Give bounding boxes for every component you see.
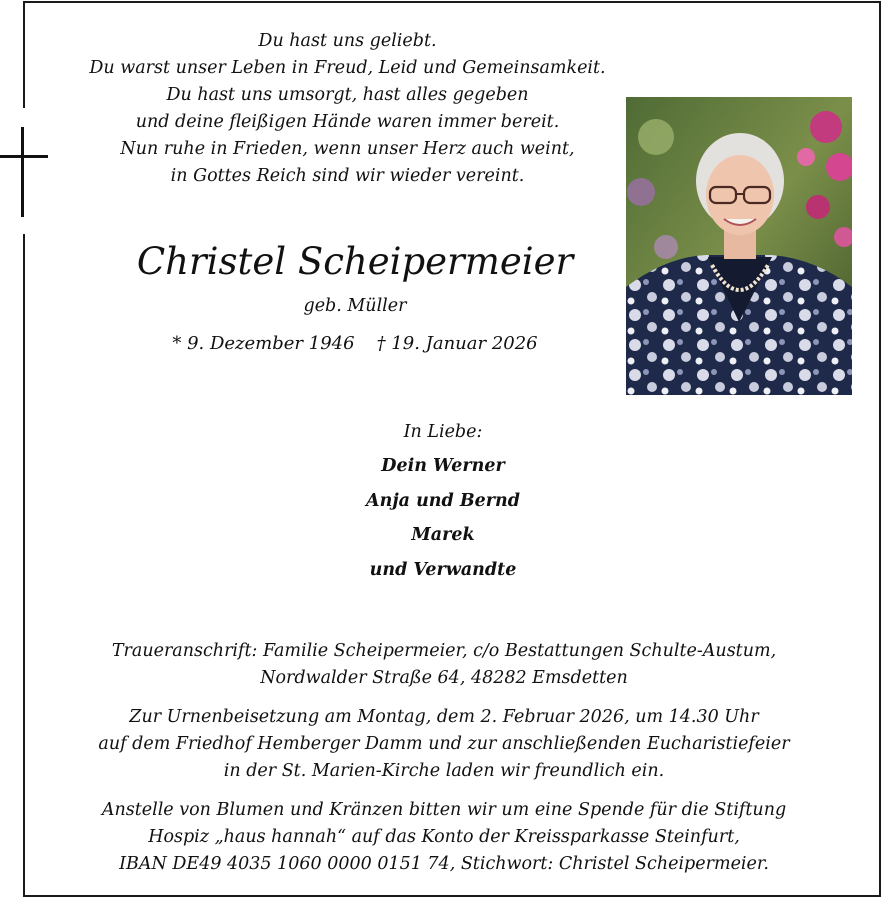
poem-line: Du hast uns umsorgt, hast alles gegeben	[166, 85, 529, 105]
poem-line: in Gottes Reich sind wir wieder vereint.	[170, 166, 525, 186]
mourner-name: Anja und Bernd	[366, 490, 520, 511]
ceremony-line: auf dem Friedhof Hemberger Damm und zur anschließenden Eucharistiefeier	[98, 734, 790, 754]
mourners	[290, 420, 596, 592]
portrait-illustration	[626, 97, 852, 395]
ceremony-line: Zur Urnenbeisetzung am Montag, dem 2. Februar 2026, um 14.30 Uhr	[129, 707, 759, 727]
poem-line: und deine fleißigen Hände waren immer bereit.	[135, 112, 560, 132]
mourning-address	[40, 638, 848, 692]
birth-date: * 9. Dezember 1946	[172, 333, 355, 354]
address-line: Traueranschrift: Familie Scheipermeier, c/o Bestattungen Schulte-Austum,	[111, 641, 777, 661]
cross-vertical-bar	[21, 127, 24, 217]
poem-line: Du hast uns geliebt.	[258, 31, 437, 51]
donation-line: Anstelle von Blumen und Kränzen bitten wir um eine Spende für die Stiftung	[101, 800, 787, 820]
donation-line: IBAN DE49 4035 1060 0000 0151 74, Stichwort: Christel Scheipermeier.	[119, 854, 769, 874]
ceremony-info	[40, 704, 848, 785]
mourners-intro: In Liebe:	[403, 422, 483, 442]
donation-info	[40, 797, 848, 878]
poem	[40, 28, 655, 190]
mourner-name: Marek	[411, 525, 475, 545]
poem-line: Du warst unser Leben in Freud, Leid und Gemeinsamkeit.	[89, 58, 606, 78]
life-dates	[60, 333, 650, 354]
mourner-name: Dein Werner	[381, 456, 505, 476]
birth-name: geb. Müller	[303, 296, 407, 316]
deceased-name: Christel Scheipermeier	[136, 240, 574, 283]
poem-line: Nun ruhe in Frieden, wenn unser Herz auch weint,	[120, 139, 575, 159]
ceremony-line: in der St. Marien-Kirche laden wir freundlich ein.	[223, 761, 665, 781]
donation-line: Hospiz „haus hannah“ auf das Konto der Kreissparkasse Steinfurt,	[148, 827, 740, 847]
death-date: † 19. Januar 2026	[376, 333, 538, 354]
address-line: Nordwalder Straße 64, 48282 Emsdetten	[260, 668, 628, 688]
mourner-name: und Verwandte	[369, 559, 517, 580]
portrait-photo-icon	[626, 97, 852, 395]
